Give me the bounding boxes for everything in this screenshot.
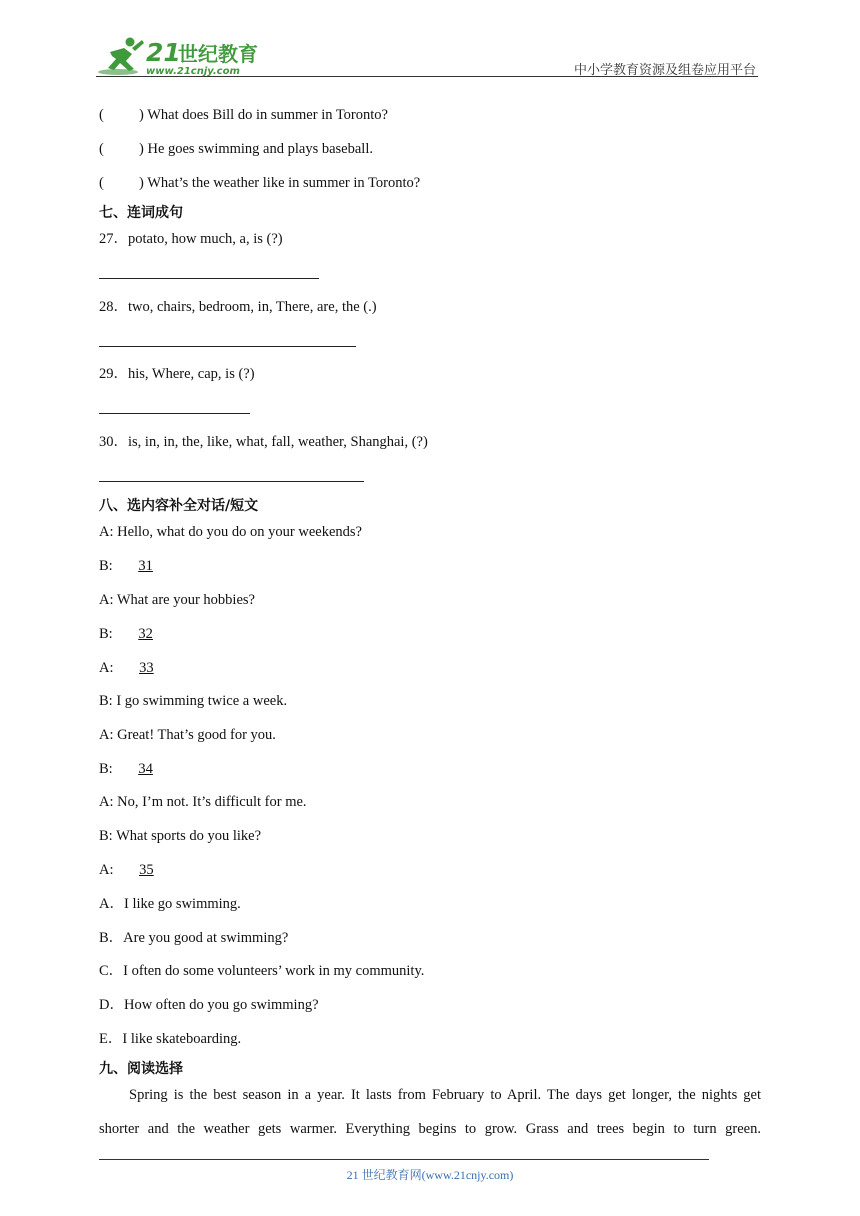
section-title-9: 九、阅读选择 xyxy=(99,1061,183,1077)
option-c: C．I often do some volunteers’ work in my community. xyxy=(99,963,425,979)
option-d: D．How often do you go swimming? xyxy=(99,997,319,1013)
dialogue-line-9: A: No, I’m not. It’s difficult for me. xyxy=(99,794,307,810)
header-divider xyxy=(96,76,758,77)
dialogue-line-4: B: 32 xyxy=(99,626,153,642)
blank-35[interactable]: 35 xyxy=(139,862,154,878)
dialogue-line-3: A: What are your hobbies? xyxy=(99,592,255,608)
answer-line-28[interactable] xyxy=(99,346,356,347)
section-title-8: 八、选内容补全对话/短文 xyxy=(99,498,259,514)
dialogue-line-5: A: 33 xyxy=(99,660,154,676)
section-title-7: 七、连词成句 xyxy=(99,205,183,221)
dialogue-line-7: A: Great! That’s good for you. xyxy=(99,727,276,743)
dialogue-line-2: B: 31 xyxy=(99,558,153,574)
dialogue-line-1: A: Hello, what do you do on your weekends? xyxy=(99,524,362,540)
answer-line-27[interactable] xyxy=(99,278,319,279)
dialogue-line-11: A: 35 xyxy=(99,862,154,878)
question-29: 29．his, Where, cap, is (?) xyxy=(99,366,255,382)
question-28: 28．two, chairs, bedroom, in, There, are, the (.) xyxy=(99,299,377,315)
ordering-item-2: ( ) He goes swimming and plays baseball. xyxy=(99,141,373,157)
question-30: 30．is, in, in, the, like, what, fall, weather, Shanghai, (?) xyxy=(99,434,428,450)
blank-31[interactable]: 31 xyxy=(138,558,153,574)
svg-text:世纪教育: 世纪教育 xyxy=(178,42,258,66)
ordering-item-3: ( ) What’s the weather like in summer in Toronto? xyxy=(99,175,421,191)
blank-33[interactable]: 33 xyxy=(139,660,154,676)
dialogue-line-10: B: What sports do you like? xyxy=(99,828,262,844)
option-b: B．Are you good at swimming? xyxy=(99,930,289,946)
svg-text:www.21cnjy.com: www.21cnjy.com xyxy=(146,66,240,76)
option-a: A．I like go swimming. xyxy=(99,896,241,912)
logo-runner-icon xyxy=(96,34,266,76)
reading-paragraph-line-2: shorter and the weather gets warmer. Everything begins to grow. Grass and trees begin to turn green. xyxy=(99,1121,761,1137)
dialogue-line-8: B: 34 xyxy=(99,761,153,777)
svg-text:21: 21 xyxy=(146,38,181,67)
dialogue-line-6: B: I go swimming twice a week. xyxy=(99,693,288,709)
reading-paragraph-line-1: Spring is the best season in a year. It lasts from February to April. The days get longer, the nights get xyxy=(129,1087,761,1103)
page-header xyxy=(96,30,758,78)
blank-34[interactable]: 34 xyxy=(138,761,153,777)
option-e: E．I like skateboarding. xyxy=(99,1031,242,1047)
question-27: 27．potato, how much, a, is (?) xyxy=(99,231,283,247)
header-platform-text: 中小学教育资源及组卷应用平台 xyxy=(573,63,756,78)
blank-32[interactable]: 32 xyxy=(138,626,153,642)
answer-line-29[interactable] xyxy=(99,413,250,414)
footer-divider xyxy=(99,1159,709,1160)
page-footer: 21 世纪教育网(www.21cnjy.com) xyxy=(346,1168,514,1182)
answer-line-30[interactable] xyxy=(99,481,364,482)
site-logo xyxy=(96,34,266,76)
ordering-item-1: ( ) What does Bill do in summer in Toronto? xyxy=(99,107,388,123)
